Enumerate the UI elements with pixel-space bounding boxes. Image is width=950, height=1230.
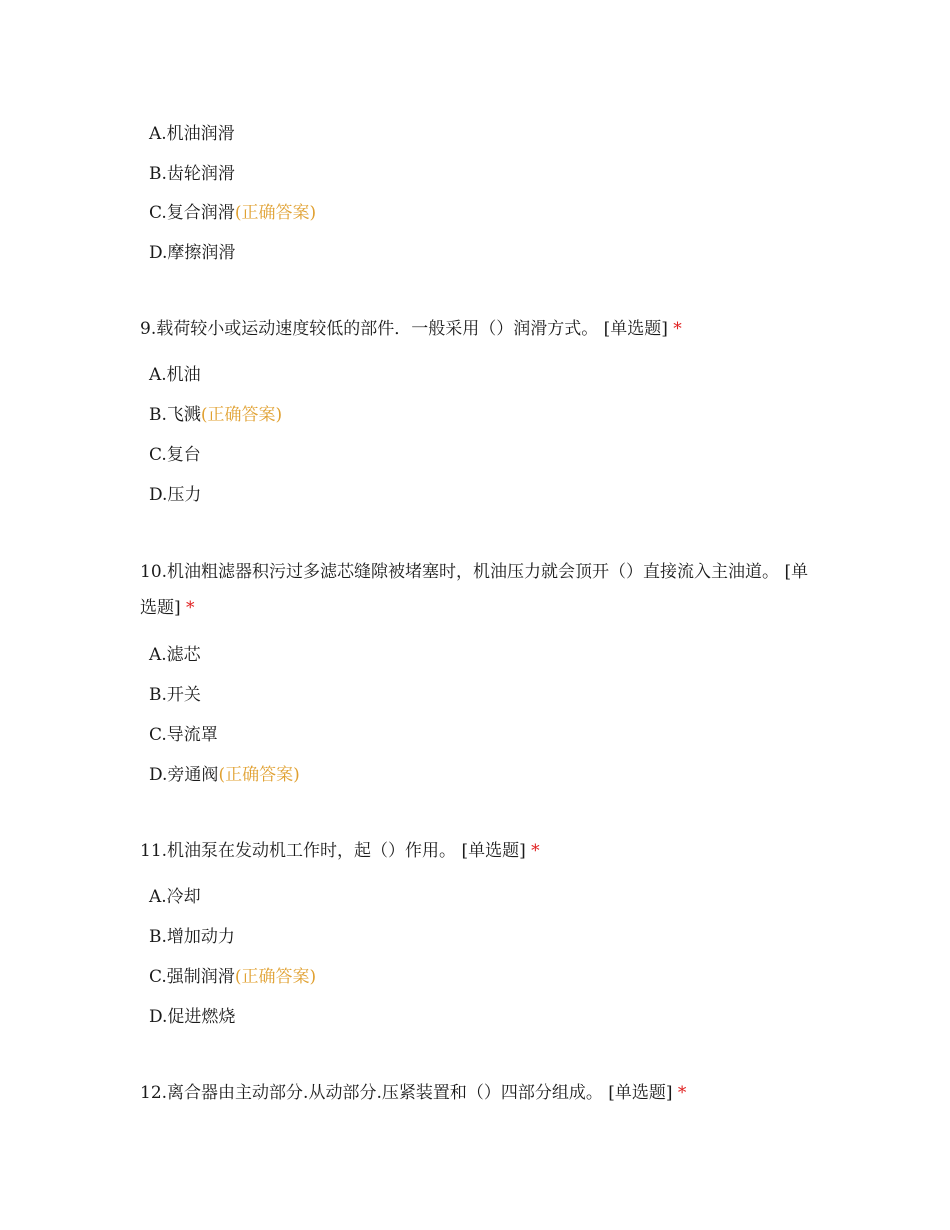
option-text: C.导流罩: [149, 725, 218, 745]
required-star: *: [531, 841, 540, 861]
q8-option-b[interactable]: [149, 162, 235, 186]
q8-option-d[interactable]: [149, 241, 235, 265]
q9-option-b[interactable]: [149, 403, 282, 427]
q11-option-c[interactable]: [149, 965, 316, 989]
q10-question: [140, 554, 810, 626]
q9-option-d[interactable]: [149, 483, 201, 507]
correct-answer-mark: (正确答案): [200, 405, 283, 425]
q10-option-c[interactable]: [149, 723, 218, 747]
q8-option-a[interactable]: [149, 122, 235, 146]
q10-option-d[interactable]: [149, 763, 300, 787]
correct-answer-mark: (正确答案): [218, 765, 300, 785]
q12-question: [140, 1075, 810, 1111]
option-text: A.冷却: [149, 887, 201, 907]
required-star: *: [673, 319, 682, 339]
q10-option-b[interactable]: [149, 683, 201, 707]
question-text: 11.机油泵在发动机工作时，起（）作用。: [140, 841, 457, 861]
required-star: *: [677, 1083, 687, 1103]
option-text: A.机油: [149, 365, 201, 385]
q9-option-a[interactable]: [149, 363, 201, 387]
option-text: B.飞溅: [149, 405, 201, 425]
option-text: C.强制润滑: [149, 967, 235, 987]
question-type: [单选题]: [608, 1083, 673, 1103]
question-text: 10.机油粗滤器积污过多滤芯缝隙被堵塞时，机油压力就会顶开（）直接流入主油道。: [140, 562, 780, 582]
q9-question: [140, 311, 810, 347]
option-text: C.复台: [149, 445, 201, 465]
question-text: 9.载荷较小或运动速度较低的部件．一般采用（）润滑方式。: [140, 319, 599, 339]
option-text: B.齿轮润滑: [149, 164, 235, 184]
option-text: A.机油润滑: [149, 124, 235, 144]
option-text: D.旁通阀: [149, 765, 219, 785]
q11-option-d[interactable]: [149, 1005, 235, 1029]
question-text: 12.离合器由主动部分.从动部分.压紧装置和（）四部分组成。: [140, 1083, 603, 1103]
option-text: B.增加动力: [149, 927, 235, 947]
question-type: [单选题]: [461, 841, 526, 861]
option-text: A.滤芯: [149, 645, 201, 665]
correct-answer-mark: (正确答案): [234, 203, 317, 223]
q10-option-a[interactable]: [149, 643, 201, 667]
q8-option-c[interactable]: [149, 201, 316, 225]
option-text: D.压力: [149, 485, 202, 505]
q9-option-c[interactable]: [149, 443, 201, 467]
correct-answer-mark: (正确答案): [234, 967, 317, 987]
option-text: D.摩擦润滑: [149, 243, 236, 263]
q11-option-b[interactable]: [149, 925, 235, 949]
q11-question: [140, 833, 810, 869]
question-type: [单选题]: [603, 319, 668, 339]
option-text: C.复合润滑: [149, 203, 235, 223]
option-text: D.促进燃烧: [149, 1007, 236, 1027]
q11-option-a[interactable]: [149, 885, 201, 909]
question-type: [单选题]: [140, 562, 809, 618]
option-text: B.开关: [149, 685, 201, 705]
required-star: *: [186, 598, 195, 618]
